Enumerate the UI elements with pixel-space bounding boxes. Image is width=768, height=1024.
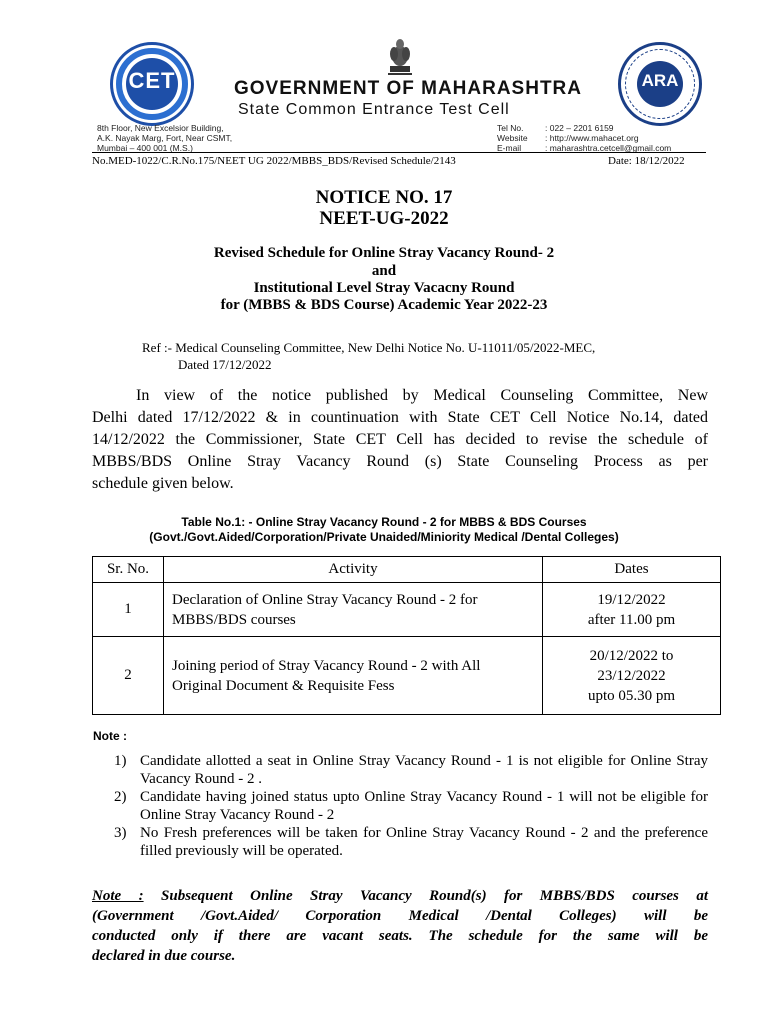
- contact-value[interactable]: : http://www.mahacet.org: [545, 133, 639, 143]
- final-note: [92, 886, 708, 966]
- table-caption-subtitle: (Govt./Govt.Aided/Corporation/Private Unaided/Miniority Medical /Dental Colleges): [149, 530, 619, 544]
- date-line: 20/12/2022 to: [589, 647, 674, 664]
- contact-value: : 022 – 2201 6159: [545, 123, 614, 133]
- address-line: Mumbai – 400 001 (M.S.): [97, 143, 193, 153]
- paragraph-line: MBBS/BDS Online Stray Vacancy Round (s) State Counseling Process as per: [92, 453, 708, 470]
- final-note-line: declared in due course.: [92, 948, 236, 964]
- header-divider: [92, 152, 706, 153]
- list-item: [114, 824, 708, 860]
- final-note-line: [92, 886, 708, 906]
- note-number: 2): [114, 789, 127, 805]
- date-line: 19/12/2022: [597, 591, 666, 608]
- paragraph-line: 14/12/2022 the Commissioner, State CET Cell has decided to revise the schedule of: [92, 431, 708, 448]
- contact-key: Tel No.: [497, 123, 524, 133]
- reference-date: Dated 17/12/2022: [178, 357, 272, 372]
- office-address: [97, 123, 232, 153]
- cell-dates: [543, 583, 721, 637]
- reference-number: No.MED-1022/C.R.No.175/NEET UG 2022/MBBS_BDS/Revised Schedule/2143: [92, 155, 456, 167]
- contact-row-tel: [497, 123, 671, 133]
- cell-sr-no: 2: [93, 637, 164, 715]
- paragraph-line: schedule given below.: [92, 475, 234, 492]
- ara-logo: [618, 42, 702, 126]
- table-caption: [0, 515, 768, 545]
- contact-row-website: [497, 133, 671, 143]
- list-item: [114, 788, 708, 824]
- notice-heading-line: Revised Schedule for Online Stray Vacancy Round- 2: [213, 245, 555, 261]
- government-title: GOVERNMENT OF MAHARASHTRA: [234, 78, 582, 99]
- notice-exam: NEET-UG-2022: [319, 208, 449, 229]
- final-note-line: conducted only if there are vacant seats. The schedule for the same will be: [92, 928, 708, 944]
- body-paragraph: [92, 385, 708, 495]
- note-number: 3): [114, 825, 127, 841]
- contact-key: Website: [497, 133, 528, 143]
- column-header-sr-no: Sr. No.: [93, 557, 164, 583]
- date-line: 23/12/2022: [597, 667, 666, 684]
- table-row: [93, 583, 721, 637]
- notice-heading-line: and: [371, 263, 397, 279]
- contact-key: E-mail: [497, 143, 522, 153]
- schedule-table: [92, 556, 721, 715]
- table-header-row: [93, 557, 721, 583]
- table-caption-title: Table No.1: - Online Stray Vacancy Round - 2 for MBBS & BDS Courses: [181, 515, 587, 529]
- column-header-activity: Activity: [164, 557, 543, 583]
- final-note-line: (Government /Govt.Aided/ Corporation Medical /Dental Colleges) will be: [92, 908, 708, 924]
- notice-number: NOTICE NO. 17: [315, 187, 453, 208]
- notice-date: Date: 18/12/2022: [608, 155, 685, 167]
- notes-label: Note :: [93, 729, 127, 743]
- paragraph-line: In view of the notice published by Medical Counseling Committee, New: [136, 387, 708, 404]
- address-line: 8th Floor, New Excelsior Building,: [97, 123, 224, 133]
- notes-list: [114, 752, 708, 860]
- notice-heading-line: for (MBBS & BDS Course) Academic Year 2022-23: [220, 297, 548, 313]
- note-number: 1): [114, 753, 127, 769]
- date-line: upto 05.30 pm: [587, 687, 676, 704]
- state-emblem-icon: [384, 36, 416, 78]
- cell-activity: Declaration of Online Stray Vacancy Round - 2 for MBBS/BDS courses: [164, 583, 543, 637]
- date-line: after 11.00 pm: [587, 611, 676, 628]
- reference-block: [142, 339, 702, 373]
- cet-logo: [110, 42, 194, 126]
- cell-sr-no: 1: [93, 583, 164, 637]
- paragraph-line: Delhi dated 17/12/2022 & in countinuation with State CET Cell Notice No.14, dated: [92, 409, 708, 426]
- note-text: Candidate allotted a seat in Online Stray Vacancy Round - 1 is not eligible for Online Stray Vacancy Round - 2 .: [140, 753, 708, 787]
- cell-activity: Joining period of Stray Vacancy Round - 2 with All Original Document & Requisite Fess: [164, 637, 543, 715]
- reference-line: Ref :- Medical Counseling Committee, New Delhi Notice No. U-11011/05/2022-MEC,: [142, 340, 596, 355]
- cell-dates: [543, 637, 721, 715]
- address-line: A.K. Nayak Marg, Fort, Near CSMT,: [97, 133, 233, 143]
- note-text: Candidate having joined status upto Online Stray Vacancy Round - 1 will not be eligible for Online Stray Vacancy Round - 2: [140, 789, 708, 823]
- cell-subtitle: State Common Entrance Test Cell: [238, 101, 510, 118]
- column-header-dates: Dates: [543, 557, 721, 583]
- cet-logo-text: CET: [128, 68, 176, 93]
- list-item: [114, 752, 708, 788]
- table-row: [93, 637, 721, 715]
- contact-value[interactable]: : maharashtra.cetcell@gmail.com: [545, 143, 672, 153]
- notice-heading-line: Institutional Level Stray Vacacny Round: [253, 280, 515, 296]
- final-note-label: Note :: [92, 888, 144, 904]
- contact-details: [497, 123, 671, 153]
- note-text: No Fresh preferences will be taken for Online Stray Vacancy Round - 2 and the preference filled previously will be operated.: [140, 825, 708, 859]
- final-note-text: Subsequent Online Stray Vacancy Round(s) for MBBS/BDS courses at: [143, 888, 708, 904]
- ara-logo-text: ARA: [641, 71, 679, 90]
